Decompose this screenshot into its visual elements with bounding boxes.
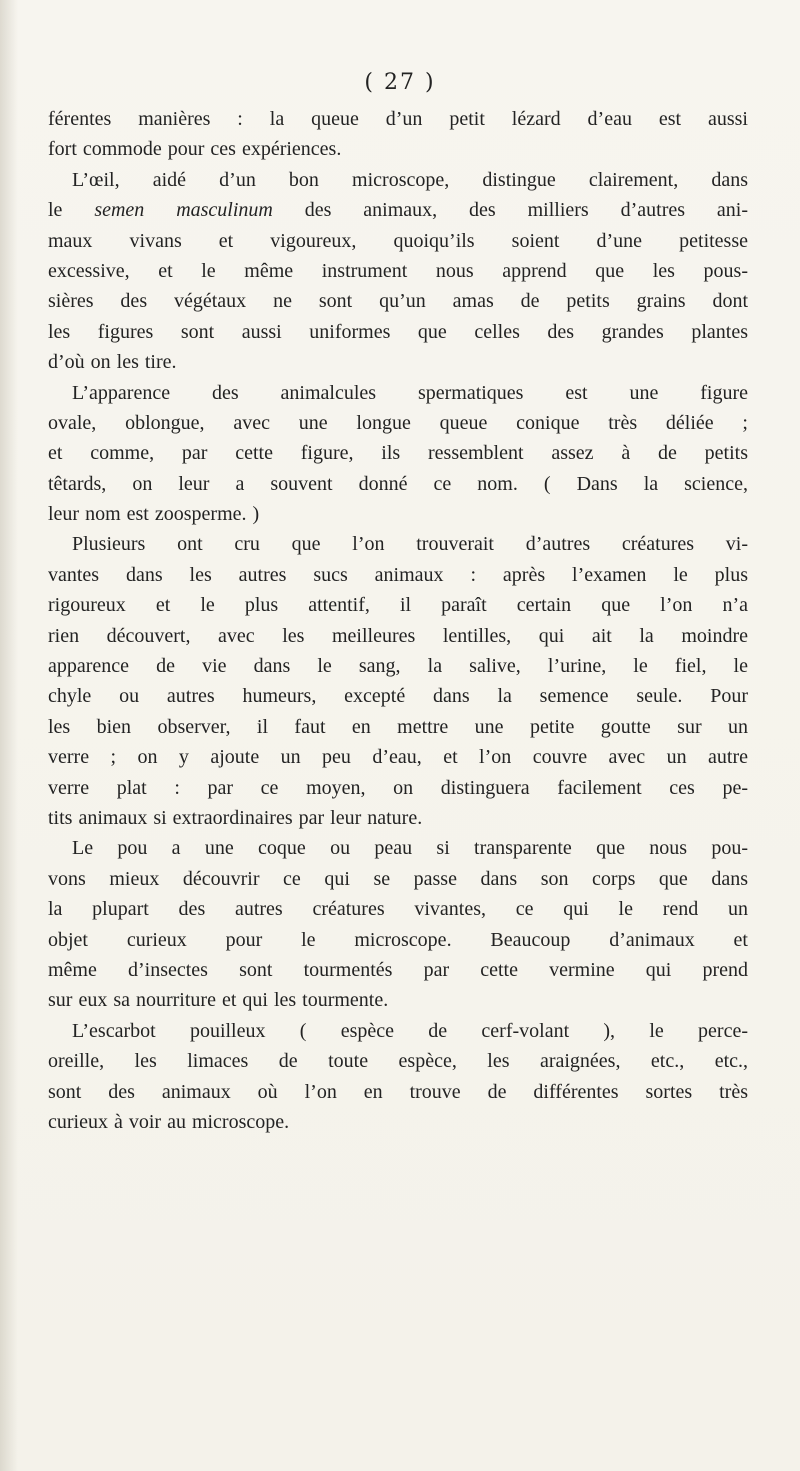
text-line: rigoureux et le plus attentif, il paraît certain que l’on n’a	[48, 594, 748, 617]
text-line: vons mieux découvrir ce qui se passe dans son corps que dans	[48, 867, 748, 890]
text-line: Le pou a une coque ou peau si transparente que nous pou-	[72, 837, 748, 860]
text-line: sières des végétaux ne sont qu’un amas de petits grains dont	[48, 290, 748, 313]
text-line: et comme, par cette figure, ils ressemblent assez à de petits	[48, 442, 748, 465]
text-line: rien découvert, avec les meilleures lentilles, qui ait la moindre	[48, 624, 748, 647]
text-line: même d’insectes sont tourmentés par cette vermine qui prend	[48, 958, 748, 981]
text-line: L’escarbot pouilleux ( espèce de cerf-volant ), le perce-	[72, 1019, 748, 1042]
text-line: chyle ou autres humeurs, excepté dans la semence seule. Pour	[48, 685, 748, 708]
body-text	[48, 104, 748, 1137]
text-line: les bien observer, il faut en mettre une petite goutte sur un	[48, 715, 748, 738]
text-line: tits animaux si extraordinaires par leur nature.	[48, 806, 423, 829]
text-line: objet curieux pour le microscope. Beaucoup d’animaux et	[48, 928, 748, 951]
text-line: vantes dans les autres sucs animaux : après l’examen le plus	[48, 563, 748, 586]
text-line: curieux à voir au microscope.	[48, 1110, 290, 1133]
text-line: les figures sont aussi uniformes que celles des grandes plantes	[48, 320, 748, 343]
text-line: maux vivans et vigoureux, quoiqu’ils soient d’une petitesse	[48, 229, 748, 252]
text-line: sont des animaux où l’on en trouve de différentes sortes très	[48, 1080, 748, 1103]
text-line: leur nom est zoosperme. )	[48, 503, 260, 526]
page-number: ( 27 )	[364, 70, 436, 95]
text-line: oreille, les limaces de toute espèce, les araignées, etc., etc.,	[48, 1050, 748, 1073]
text-fragment: le	[48, 199, 95, 222]
latin-term: semen masculinum	[94, 199, 273, 222]
text-line: L’apparence des animalcules spermatiques est une figure	[72, 381, 748, 404]
text-line	[48, 195, 748, 225]
text-line: verre ; on y ajoute un peu d’eau, et l’on couvre avec un autre	[48, 746, 748, 769]
text-line: Plusieurs ont cru que l’on trouverait d’autres créatures vi-	[72, 533, 748, 556]
text-line: excessive, et le même instrument nous apprend que les pous-	[48, 259, 748, 282]
page-gutter-shadow	[0, 0, 18, 1471]
text-line: férentes manières : la queue d’un petit lézard d’eau est aussi	[48, 108, 748, 130]
text-line: d’où on les tire.	[48, 351, 177, 374]
text-line: têtards, on leur a souvent donné ce nom. ( Dans la science,	[48, 472, 748, 495]
text-line: apparence de vie dans le sang, la salive, l’urine, le fiel, le	[48, 655, 748, 678]
text-line: la plupart des autres créatures vivantes, ce qui le rend un	[48, 898, 748, 921]
text-line: fort commode pour ces expériences.	[48, 138, 342, 161]
text-line: L’œil, aidé d’un bon microscope, distingue clairement, dans	[72, 168, 748, 191]
text-line: sur eux sa nourriture et qui les tourmente.	[48, 989, 389, 1012]
text-line: verre plat : par ce moyen, on distinguera facilement ces pe-	[48, 776, 748, 799]
text-line: ovale, oblongue, avec une longue queue conique très déliée ;	[48, 411, 748, 434]
text-fragment: des animaux, des milliers d’autres ani-	[272, 199, 748, 222]
